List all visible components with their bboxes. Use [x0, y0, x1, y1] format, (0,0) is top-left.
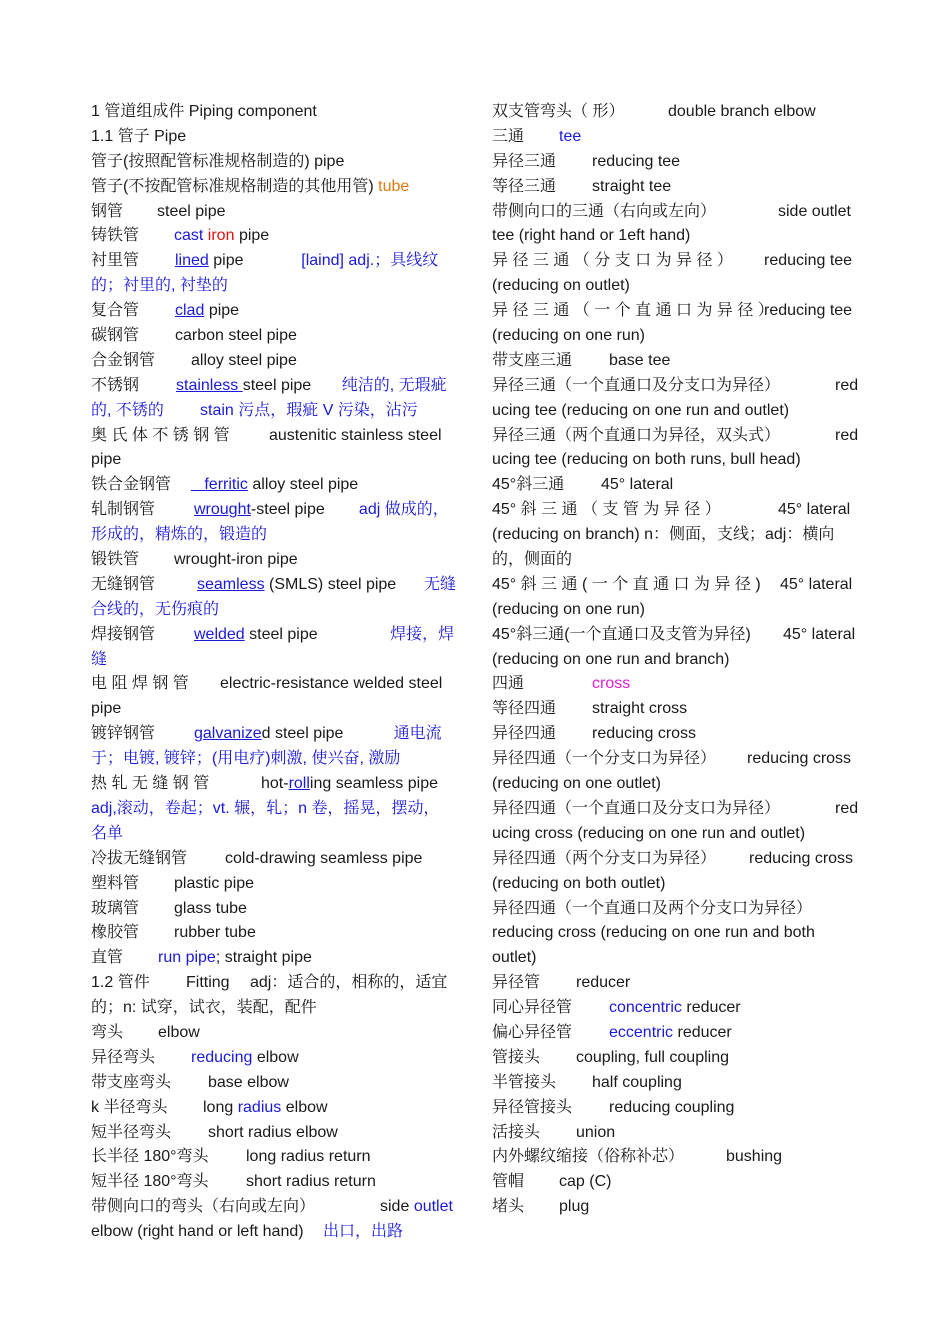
text-line: elbow (right hand or left hand) 出口，出路: [91, 1223, 404, 1241]
text-line: (reducing on one run and branch): [492, 650, 730, 668]
text-line: 长半径 180°弯头 long radius return: [91, 1148, 371, 1166]
text-line: 于；电镀, 镀锌；(用电疗)刺激, 使兴奋, 激励: [91, 750, 401, 768]
text-line: 45°斜三通 45° lateral: [492, 476, 674, 494]
text-line: 活接头 union: [492, 1123, 616, 1141]
text-line: 不锈钢 stainless steel pipe 纯洁的, 无瑕疵: [91, 376, 447, 394]
text-line: 的；衬里的, 衬垫的: [91, 277, 228, 295]
text-line: 半管接头 half coupling: [492, 1073, 682, 1091]
link[interactable]: clad: [175, 302, 205, 320]
text-line: 的；n: 试穿，试衣，装配，配件: [91, 999, 317, 1017]
text-line: 铸铁管 cast iron pipe: [91, 227, 270, 245]
text-line: (reducing on one outlet): [492, 775, 661, 793]
text-line: 冷拔无缝钢管 cold-drawing seamless pipe: [91, 849, 423, 867]
text-line: 合线的，无伤痕的: [91, 600, 220, 618]
text-line: 带支座三通 base tee: [492, 351, 671, 369]
text-line: (reducing on one run): [492, 600, 645, 618]
text-line: (reducing on branch) n：侧面，支线；adj：横向: [492, 526, 835, 544]
link[interactable]: seamless: [197, 575, 265, 593]
text-line: 1.2 管件 Fitting adj：适合的，相称的，适宜: [91, 974, 448, 992]
text-line: 带侧向口的三通（右向或左向） side outlet: [492, 202, 851, 220]
text-line: 等径四通 straight cross: [492, 700, 688, 718]
text-line: pipe: [91, 700, 122, 718]
text-line: 衬里管 lined pipe [laind] adj.；具线纹: [91, 252, 439, 270]
text-line: 形成的，精炼的，锻造的: [91, 526, 268, 544]
text-line: 异径四通（一个直通口及两个分支口为异径）: [492, 899, 813, 917]
text-line: 异径三通（两个直通口为异径，双头式） red: [492, 426, 859, 444]
text-line: 异径四通 reducing cross: [492, 725, 697, 743]
text-line: 双支管弯头（ 形） double branch elbow: [492, 103, 816, 120]
text-line: 短半径弯头 short radius elbow: [91, 1123, 338, 1141]
text-line: 钢管 steel pipe: [91, 202, 226, 220]
text-line: 45°斜三通(一个直通口及支管为异径) 45° lateral: [492, 625, 856, 643]
link[interactable]: roll: [288, 775, 310, 793]
text-line: 管接头 coupling, full coupling: [492, 1048, 729, 1066]
text-line: 轧制钢管 wrought-steel pipe adj 做成的，: [91, 501, 449, 519]
text-line: ucing cross (reducing on one run and outlet): [492, 824, 806, 842]
text-line: 带侧向口的弯头（右向或左向） side outlet: [91, 1198, 453, 1216]
link[interactable]: galvanize: [194, 725, 262, 743]
right-column: [492, 100, 859, 1220]
text-line: 合金钢管 alloy steel pipe: [91, 351, 297, 369]
text-line: 异径三通（一个直通口及分支口为异径） red: [492, 376, 859, 394]
text-line: (reducing on one run): [492, 327, 645, 345]
text-line: 电 阻 焊 钢 管 electric-resistance welded steel: [91, 675, 443, 693]
text-line: 玻璃管 glass tube: [91, 899, 247, 917]
text-line: 异径三通 reducing tee: [492, 152, 681, 170]
text-line: 无缝钢管 seamless (SMLS) steel pipe 无缝: [91, 575, 457, 593]
text-line: reducing cross (reducing on one run and both: [492, 924, 815, 942]
text-line: 内外螺纹缩接（俗称补芯） bushing: [492, 1148, 783, 1166]
text-line: 碳钢管 carbon steel pipe: [91, 327, 297, 345]
text-line: 带支座弯头 base elbow: [91, 1073, 289, 1091]
text-line: 偏心异径管 eccentric reducer: [492, 1023, 732, 1041]
text-line: ucing tee (reducing on one run and outlet): [492, 401, 790, 419]
text-line: 弯头 elbow: [91, 1023, 200, 1041]
text-line: 铁合金钢管 ferritic alloy steel pipe: [91, 476, 359, 494]
text-line: adj,滚动，卷起；vt. 辗，轧；n 卷，摇晃，摆动，: [91, 799, 440, 817]
text-line: (reducing on outlet): [492, 277, 630, 295]
text-line: 管子(不按配管标准规格制造的其他用管) tube: [91, 177, 410, 195]
text-line: 异 径 三 通 （ 分 支 口 为 异 径 ） reducing tee: [492, 252, 853, 270]
left-column: [91, 100, 458, 1245]
text-line: 名单: [91, 824, 124, 842]
text-line: ucing tee (reducing on both runs, bull head): [492, 451, 801, 469]
text-line: 三通 tee: [492, 127, 582, 145]
text-line: 管子(按照配管标准规格制造的) pipe: [91, 152, 345, 170]
link[interactable]: ferritic: [204, 476, 248, 494]
text-line: 堵头 plug: [492, 1198, 590, 1216]
text-line: 短半径 180°弯头 short radius return: [91, 1173, 376, 1191]
text-line: 异径四通（两个分支口为异径） reducing cross: [492, 849, 854, 867]
text-line: 异径四通（一个直通口及分支口为异径） red: [492, 799, 859, 817]
text-line: 等径三通 straight tee: [492, 177, 672, 195]
text-line: 管帽 cap (C): [492, 1173, 612, 1191]
text-line: 1.1 管子 Pipe: [91, 127, 187, 145]
text-line: 异径管接头 reducing coupling: [492, 1098, 735, 1116]
text-line: 锻铁管 wrought-iron pipe: [91, 551, 298, 569]
text-line: 镀锌钢管 galvanized steel pipe 通电流: [91, 725, 442, 743]
text-line: 的, 不锈的 stain 污点，瑕疵 V 污染，沾污: [91, 401, 418, 419]
link[interactable]: stainless: [176, 376, 243, 394]
text-line: 焊接钢管 welded steel pipe 焊接，焊: [91, 625, 455, 643]
text-line: 塑料管 plastic pipe: [91, 874, 255, 892]
text-line: 四通 cross: [492, 675, 631, 693]
text-line: 橡胶管 rubber tube: [91, 924, 256, 942]
text-line: 45° 斜 三 通 ( 一 个 直 通 口 为 异 径 ) 45° lateral: [492, 575, 853, 593]
text-line: tee (right hand or 1eft hand): [492, 227, 691, 245]
text-line: 45° 斜 三 通 （ 支 管 为 异 径 ） 45° lateral: [492, 501, 851, 519]
text-line: 缝: [91, 650, 108, 668]
text-line: 直管 run pipe; straight pipe: [91, 949, 312, 967]
text-line: 的，侧面的: [492, 551, 573, 569]
text-line: k 半径弯头 long radius elbow: [91, 1098, 328, 1116]
text-line: 复合管 clad pipe: [91, 302, 240, 320]
link[interactable]: lined: [175, 252, 209, 270]
text-line: (reducing on both outlet): [492, 874, 666, 892]
text-line: outlet): [492, 949, 537, 967]
text-line: 热 轧 无 缝 钢 管 hot-rolling seamless pipe: [91, 775, 438, 793]
text-line: 同心异径管 concentric reducer: [492, 999, 741, 1017]
text-line: 奥 氏 体 不 锈 钢 管 austenitic stainless steel: [91, 426, 442, 444]
text-line: pipe: [91, 451, 122, 469]
text-line: 异径管 reducer: [492, 974, 631, 992]
text-line: 异 径 三 通 （ 一 个 直 通 口 为 异 径 ）reducing tee: [492, 302, 853, 320]
text-line: 异径四通（一个分支口为异径） reducing cross: [492, 750, 852, 768]
text-line: 1 管道组成件 Piping component: [91, 103, 317, 120]
link[interactable]: welded: [194, 625, 245, 643]
text-line: 异径弯头 reducing elbow: [91, 1048, 299, 1066]
link[interactable]: wrought: [194, 501, 251, 519]
